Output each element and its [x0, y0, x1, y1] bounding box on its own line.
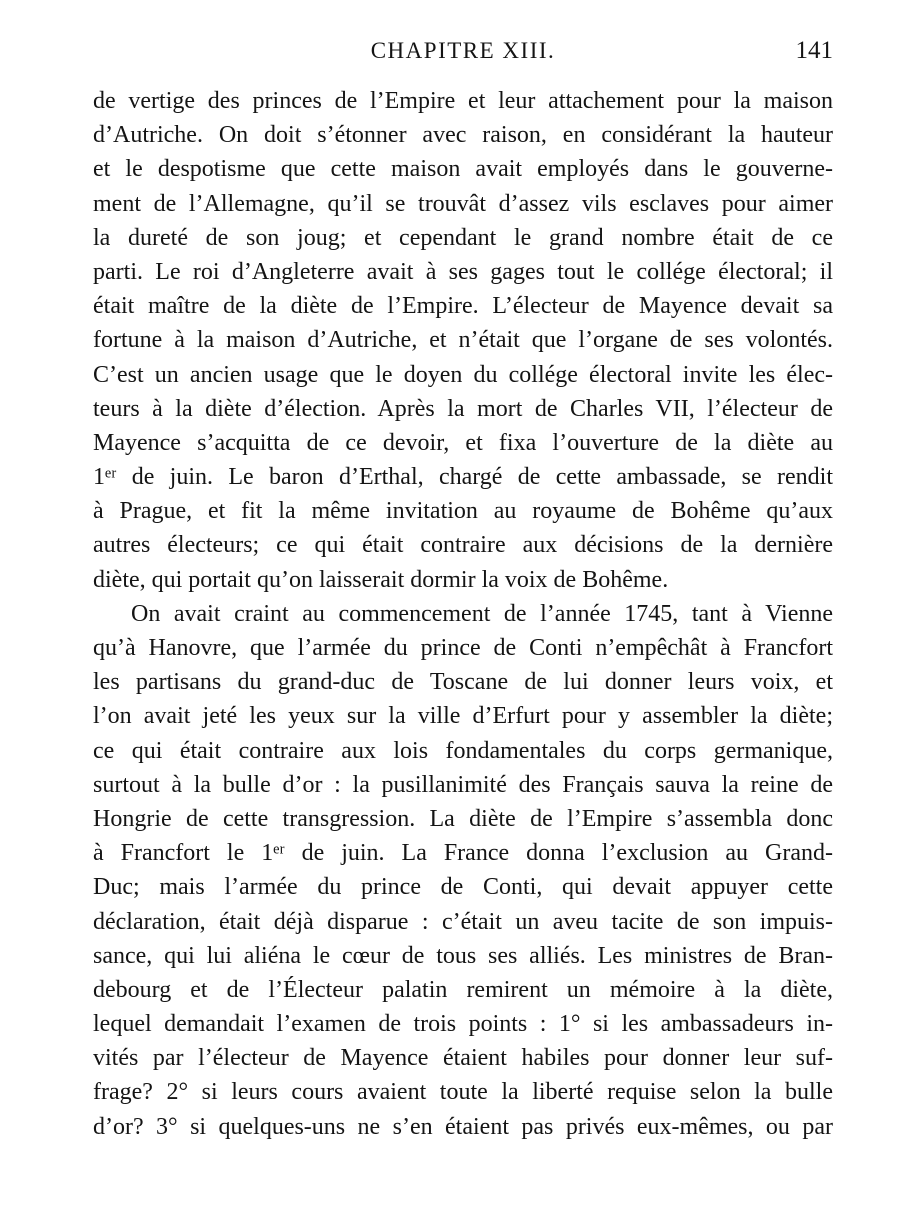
- text-line: d’or? 3° si quelques-uns ne s’en étaient pas privés eux-mêmes, ou par: [93, 1113, 833, 1140]
- running-header: [93, 36, 833, 66]
- text-line: frage? 2° si leurs cours avaient toute la liberté requise selon la bulle: [93, 1079, 833, 1106]
- text-line: surtout à la bulle d’or : la pusillanimité des Français sauva la reine de: [93, 771, 833, 798]
- page-number: 141: [795, 37, 833, 64]
- text-line: vités par l’électeur de Mayence étaient habiles pour donner leur suf-: [93, 1045, 833, 1072]
- text-line: debourg et de l’Électeur palatin remirent un mémoire à la diète,: [93, 976, 833, 1003]
- text-line: diète, qui portait qu’on laisserait dormir la voix de Bohême.: [93, 566, 669, 593]
- text-line: qu’à Hanovre, que l’armée du prince de Conti n’empêchât à Francfort: [93, 635, 833, 661]
- text-line: de vertige des princes de l’Empire et leur attachement pour la maison: [93, 88, 833, 114]
- text-line: déclaration, était déjà disparue : c’était un aveu tacite de son impuis-: [93, 908, 833, 935]
- text-line: les partisans du grand-duc de Toscane de lui donner leurs voix, et: [93, 669, 833, 696]
- text-line: à Francfort le 1ᵉʳ de juin. La France donna l’exclusion au Grand-: [93, 840, 833, 867]
- text-line: autres électeurs; ce qui était contraire aux décisions de la dernière: [93, 532, 833, 559]
- text-line: 1ᵉʳ de juin. Le baron d’Erthal, chargé de cette ambassade, se rendit: [93, 464, 833, 491]
- text-line: Duc; mais l’armée du prince de Conti, qui devait appuyer cette: [93, 874, 833, 901]
- text-line: fortune à la maison d’Autriche, et n’était que l’organe de ses volontés.: [93, 327, 833, 354]
- text-line: était maître de la diète de l’Empire. L’électeur de Mayence devait sa: [93, 293, 833, 320]
- text-line: ce qui était contraire aux lois fondamentales du corps germanique,: [93, 737, 833, 764]
- text-line: lequel demandait l’examen de trois points : 1° si les ambassadeurs in-: [93, 1011, 833, 1038]
- text-line: Mayence s’acquitta de ce devoir, et fixa l’ouverture de la diète au: [93, 429, 833, 456]
- text-body: [93, 84, 833, 1144]
- text-line: ment de l’Allemagne, qu’il se trouvât d’assez vils esclaves pour aimer: [93, 190, 833, 217]
- text-line: teurs à la diète d’élection. Après la mort de Charles VII, l’électeur de: [93, 395, 833, 422]
- text-line: à Prague, et fit la même invitation au royaume de Bohême qu’aux: [93, 498, 833, 525]
- text-line: et le despotisme que cette maison avait employés dans le gouverne-: [93, 156, 833, 183]
- text-line: On avait craint au commencement de l’année 1745, tant à Vienne: [131, 600, 833, 627]
- text-line: C’est un ancien usage que le doyen du collége électoral invite les élec-: [93, 361, 833, 388]
- text-line: Hongrie de cette transgression. La diète de l’Empire s’assembla donc: [93, 805, 833, 832]
- paragraph: [93, 84, 833, 597]
- text-line: sance, qui lui aliéna le cœur de tous ses alliés. Les ministres de Bran-: [93, 942, 833, 969]
- paragraph: [93, 597, 833, 1144]
- text-line: parti. Le roi d’Angleterre avait à ses gages tout le collége électoral; il: [93, 258, 833, 285]
- chapter-title: CHAPITRE XIII.: [370, 38, 556, 63]
- text-line: d’Autriche. On doit s’étonner avec raison, en considérant la hauteur: [93, 122, 833, 149]
- text-line: la dureté de son joug; et cependant le grand nombre était de ce: [93, 224, 833, 251]
- text-line: l’on avait jeté les yeux sur la ville d’Erfurt pour y assembler la diète;: [93, 703, 833, 730]
